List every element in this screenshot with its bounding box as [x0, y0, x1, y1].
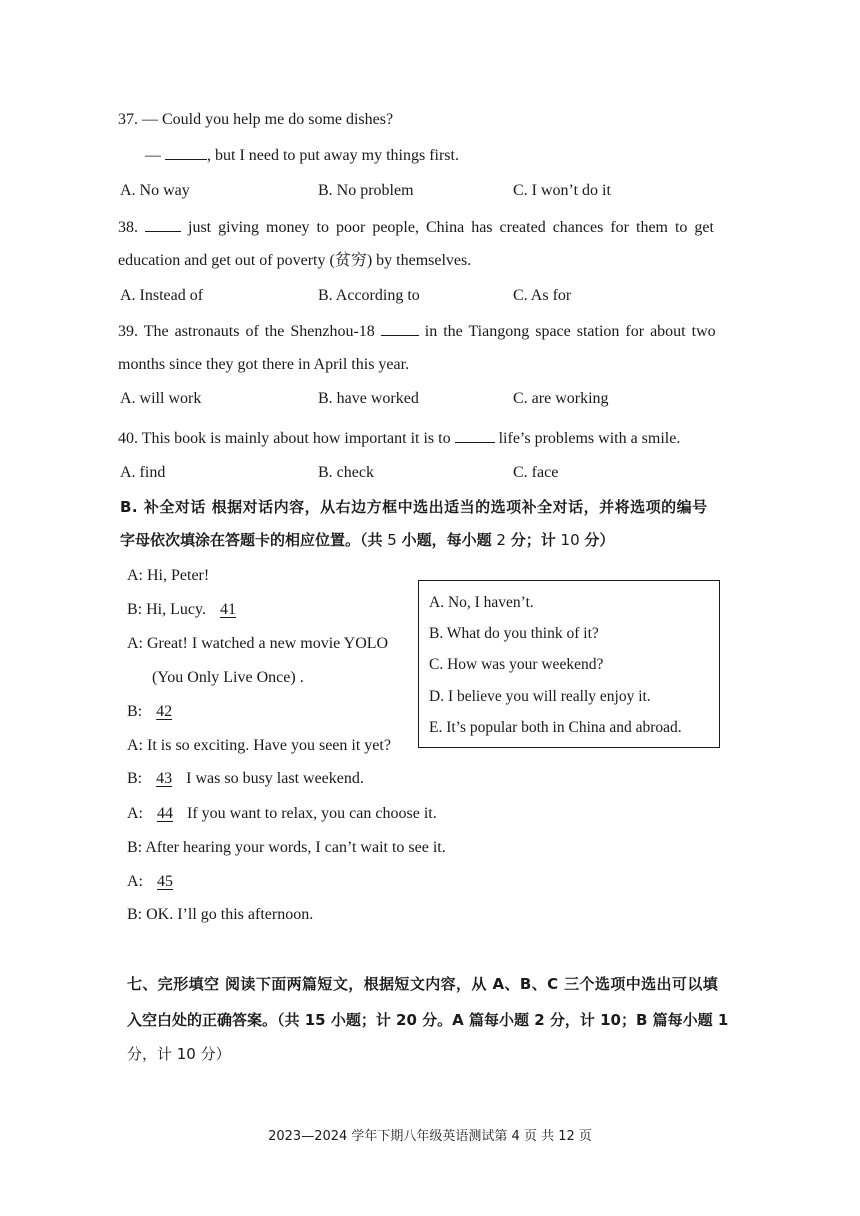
question-40-stem [118, 428, 680, 449]
answer-blank [165, 145, 207, 160]
dialogue-line-3: A: Great! I watched a new movie YOLO [127, 635, 389, 652]
dialogue-line-6 [127, 769, 364, 789]
speaker-text: A: [127, 873, 143, 890]
dialogue-line-2 [127, 600, 246, 620]
dialogue-line-5: A: It is so exciting. Have you seen it yet? [127, 737, 391, 754]
question-38-option-c: C. As for [513, 287, 572, 304]
dialogue-line-1: A: Hi, Peter! [127, 567, 210, 584]
question-39-option-b: B. have worked [318, 390, 419, 407]
blank-41: 41 [219, 601, 236, 618]
answer-blank [381, 321, 419, 336]
stem-text: just giving money to poor people, China has created chances for them to get [188, 219, 714, 236]
question-37-option-a: A. No way [120, 182, 190, 199]
instruction-text: 小题，每小题 [401, 531, 492, 549]
box-option-a: A. No, I haven’t. [429, 594, 534, 611]
stem-text: life’s problems with a smile. [498, 430, 681, 447]
points: 2 [496, 531, 506, 549]
section-b-heading: B. 补全对话 根据对话内容，从右边方框中选出适当的选项补全对话，并将选项的编号 [120, 498, 708, 516]
dialogue-line-3-cont: (You Only Live Once) . [152, 669, 304, 686]
question-37-option-b: B. No problem [318, 182, 414, 199]
dialogue-text: I was so busy last weekend. [186, 770, 364, 787]
section-b-instructions [120, 530, 614, 550]
dialogue-line-7 [127, 804, 437, 824]
dialogue-line-4 [127, 702, 182, 722]
speaker-text: B: [127, 770, 143, 787]
blank-44: 44 [157, 805, 173, 822]
instruction-text: 分） [584, 531, 615, 549]
dialogue-line-8: B: After hearing your words, I can’t wait to see it. [127, 839, 446, 856]
question-40-option-a: A. find [120, 464, 166, 481]
dialogue-text: If you want to relax, you can choose it. [187, 805, 437, 822]
question-40-option-b: B. check [318, 464, 374, 481]
instruction-text: 字母依次填涂在答题卡的相应位置。（共 [120, 531, 383, 549]
stem-text: 39. The astronauts of the Shenzhou-18 [118, 323, 375, 340]
section-7-instructions-cont: 分，计 10 分） [127, 1045, 231, 1063]
dialogue-line-10: B: OK. I’ll go this afternoon. [127, 906, 314, 923]
question-number: 38. [118, 219, 138, 236]
reply-text: , but I need to put away my things first. [207, 147, 459, 164]
total: 10 [560, 531, 580, 549]
option-box [418, 580, 720, 748]
section-7-instructions [127, 1010, 728, 1030]
count: 5 [387, 531, 397, 549]
box-option-d: D. I believe you will really enjoy it. [429, 688, 651, 705]
box-option-c: C. How was your weekend? [429, 656, 604, 673]
question-38-line1 [118, 217, 714, 238]
answer-blank [145, 217, 181, 232]
page-footer: 2023—2024 学年下期八年级英语测试第 4 页 共 12 页 [268, 1129, 592, 1144]
blank-42: 42 [156, 703, 173, 720]
question-39-option-a: A. will work [120, 390, 202, 407]
dialogue-line-9 [127, 872, 183, 892]
answer-blank [455, 428, 495, 443]
speaker-text: B: Hi, Lucy. [127, 601, 206, 618]
section-7-heading: 七、完形填空 阅读下面两篇短文，根据短文内容，从 A、B、C 三个选项中选出可以填 [127, 975, 719, 993]
question-39-line2: months since they got there in April this year. [118, 356, 410, 373]
blank-43: 43 [156, 770, 173, 787]
question-38-option-b: B. According to [318, 287, 420, 304]
question-38-option-a: A. Instead of [120, 287, 204, 304]
instruction-text: 入空白处的正确答案。（共 15 小题；计 20 分。A 篇每小题 2 分，计 10；B 篇每小题 1 [127, 1011, 729, 1029]
question-37-stem: 37. — Could you help me do some dishes? [118, 111, 394, 128]
question-37-reply [145, 145, 459, 166]
blank-45: 45 [157, 873, 173, 890]
stem-text: 40. This book is mainly about how important it is to [118, 430, 451, 447]
box-option-b: B. What do you think of it? [429, 625, 599, 642]
box-option-e: E. It’s popular both in China and abroad. [429, 719, 682, 736]
question-39-option-c: C. are working [513, 390, 609, 407]
question-38-line2: education and get out of poverty (贫穷) by themselves. [118, 252, 472, 269]
question-37-option-c: C. I won’t do it [513, 182, 611, 199]
speaker-text: A: [127, 805, 143, 822]
question-39-line1 [118, 321, 716, 342]
instruction-text: 分；计 [510, 531, 556, 549]
question-40-option-c: C. face [513, 464, 559, 481]
speaker-text: B: [127, 703, 143, 720]
dash: — [145, 147, 161, 164]
stem-text: in the Tiangong space station for about two [424, 323, 716, 340]
